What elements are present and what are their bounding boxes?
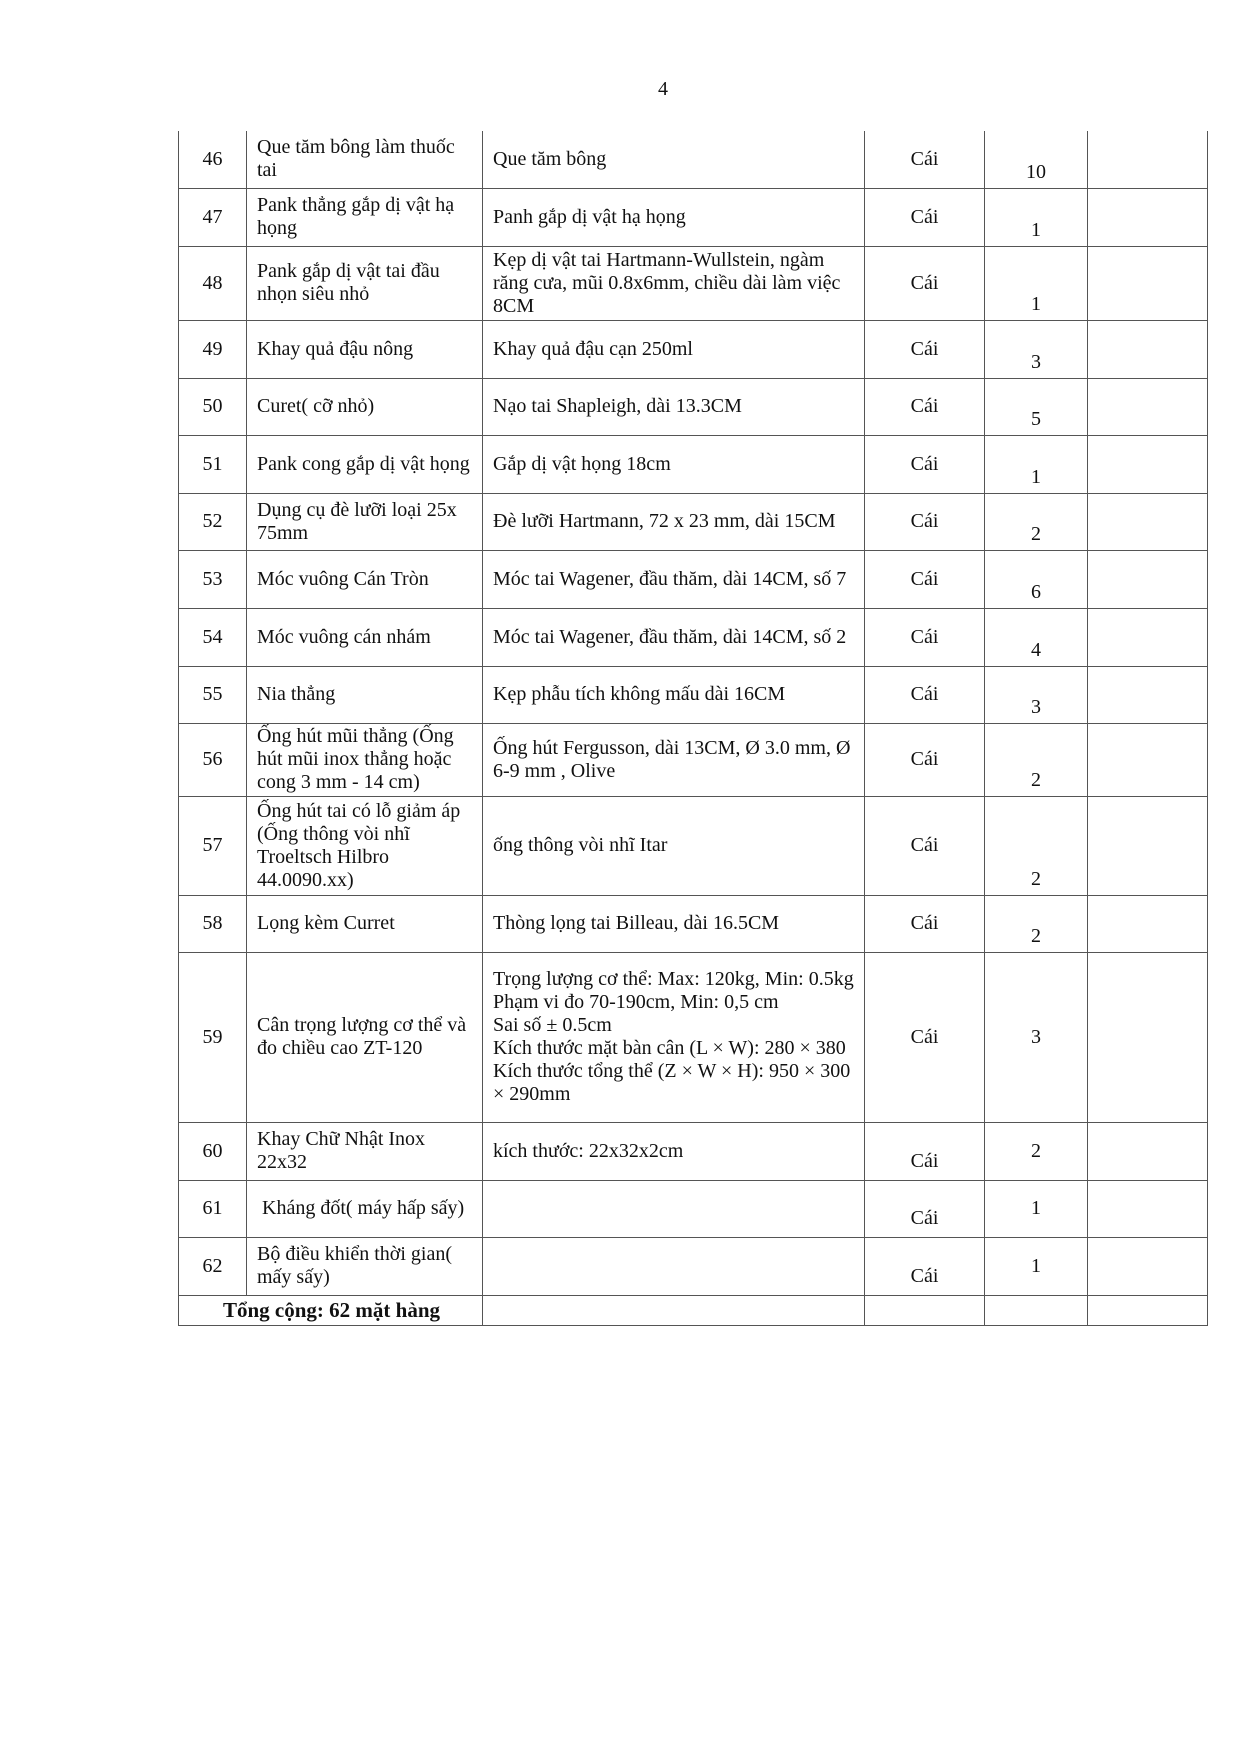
table-row bbox=[179, 320, 1208, 378]
item-number: 58 bbox=[179, 895, 247, 952]
table-row bbox=[179, 796, 1208, 895]
item-name: Móc vuông Cán Tròn bbox=[247, 550, 483, 608]
item-unit: Cái bbox=[865, 378, 985, 435]
item-unit: Cái bbox=[865, 1180, 985, 1237]
item-number: 57 bbox=[179, 796, 247, 895]
table-row bbox=[179, 188, 1208, 246]
item-unit: Cái bbox=[865, 131, 985, 188]
item-note bbox=[1088, 550, 1208, 608]
table-row bbox=[179, 608, 1208, 666]
item-number: 53 bbox=[179, 550, 247, 608]
item-name: Khay quả đậu nông bbox=[247, 320, 483, 378]
item-spec bbox=[483, 1237, 865, 1295]
item-number: 61 bbox=[179, 1180, 247, 1237]
item-unit: Cái bbox=[865, 550, 985, 608]
item-quantity: 3 bbox=[985, 666, 1088, 723]
item-unit: Cái bbox=[865, 1237, 985, 1295]
item-number: 62 bbox=[179, 1237, 247, 1295]
item-number: 50 bbox=[179, 378, 247, 435]
item-name: Kháng đốt( máy hấp sấy) bbox=[247, 1180, 483, 1237]
item-quantity: 1 bbox=[985, 435, 1088, 493]
item-note bbox=[1088, 320, 1208, 378]
item-spec: Trọng lượng cơ thể: Max: 120kg, Min: 0.5kg Phạm vi đo 70-190cm, Min: 0,5 cm Sai số ± 0.5cm Kích thước mặt bàn cân (L × W): 280 × 380 Kích thước tổng thể (Z × W × H): 950 × 300 × 290mm bbox=[483, 952, 865, 1122]
total-empty-cell bbox=[985, 1295, 1088, 1325]
item-name: Pank cong gắp dị vật họng bbox=[247, 435, 483, 493]
item-quantity: 2 bbox=[985, 1122, 1088, 1180]
item-note bbox=[1088, 952, 1208, 1122]
item-number: 51 bbox=[179, 435, 247, 493]
item-unit: Cái bbox=[865, 493, 985, 550]
item-quantity: 2 bbox=[985, 796, 1088, 895]
item-unit: Cái bbox=[865, 796, 985, 895]
total-empty-cell bbox=[1088, 1295, 1208, 1325]
item-unit: Cái bbox=[865, 1122, 985, 1180]
item-spec: Panh gắp dị vật hạ họng bbox=[483, 188, 865, 246]
item-note bbox=[1088, 608, 1208, 666]
item-note bbox=[1088, 246, 1208, 320]
item-name: Bộ điều khiển thời gian( mấy sấy) bbox=[247, 1237, 483, 1295]
table-row bbox=[179, 493, 1208, 550]
item-unit: Cái bbox=[865, 608, 985, 666]
item-quantity: 4 bbox=[985, 608, 1088, 666]
item-unit: Cái bbox=[865, 952, 985, 1122]
table-row bbox=[179, 1122, 1208, 1180]
item-spec: Que tăm bông bbox=[483, 131, 865, 188]
item-note bbox=[1088, 1180, 1208, 1237]
item-quantity: 6 bbox=[985, 550, 1088, 608]
item-quantity: 1 bbox=[985, 188, 1088, 246]
table-row bbox=[179, 723, 1208, 796]
item-unit: Cái bbox=[865, 246, 985, 320]
item-note bbox=[1088, 796, 1208, 895]
item-name: Dụng cụ đè lưỡi loại 25x 75mm bbox=[247, 493, 483, 550]
item-spec: Kẹp dị vật tai Hartmann-Wullstein, ngàm răng cưa, mũi 0.8x6mm, chiều dài làm việc 8CM bbox=[483, 246, 865, 320]
item-note bbox=[1088, 723, 1208, 796]
total-empty-cell bbox=[483, 1295, 865, 1325]
item-unit: Cái bbox=[865, 895, 985, 952]
table-row bbox=[179, 666, 1208, 723]
table-row bbox=[179, 378, 1208, 435]
item-name: Ống hút tai có lỗ giảm áp (Ống thông vòi nhĩ Troeltsch Hilbro 44.0090.xx) bbox=[247, 796, 483, 895]
total-empty-cell bbox=[865, 1295, 985, 1325]
item-number: 46 bbox=[179, 131, 247, 188]
item-name: Que tăm bông làm thuốc tai bbox=[247, 131, 483, 188]
item-name: Ống hút mũi thẳng (Ống hút mũi inox thẳng hoặc cong 3 mm - 14 cm) bbox=[247, 723, 483, 796]
item-name: Khay Chữ Nhật Inox 22x32 bbox=[247, 1122, 483, 1180]
table-row bbox=[179, 952, 1208, 1122]
item-name: Lọng kèm Curret bbox=[247, 895, 483, 952]
item-spec bbox=[483, 1180, 865, 1237]
item-spec: Móc tai Wagener, đầu thăm, dài 14CM, số 2 bbox=[483, 608, 865, 666]
item-quantity: 1 bbox=[985, 246, 1088, 320]
item-spec: kích thước: 22x32x2cm bbox=[483, 1122, 865, 1180]
item-number: 52 bbox=[179, 493, 247, 550]
item-spec: Móc tai Wagener, đầu thăm, dài 14CM, số 7 bbox=[483, 550, 865, 608]
item-name: Curet( cỡ nhỏ) bbox=[247, 378, 483, 435]
table-row bbox=[179, 1237, 1208, 1295]
item-quantity: 3 bbox=[985, 320, 1088, 378]
item-note bbox=[1088, 1237, 1208, 1295]
item-number: 48 bbox=[179, 246, 247, 320]
item-unit: Cái bbox=[865, 666, 985, 723]
item-quantity: 10 bbox=[985, 131, 1088, 188]
item-spec: Đè lưỡi Hartmann, 72 x 23 mm, dài 15CM bbox=[483, 493, 865, 550]
table-row bbox=[179, 246, 1208, 320]
item-quantity: 3 bbox=[985, 952, 1088, 1122]
item-name: Nia thẳng bbox=[247, 666, 483, 723]
item-spec: Kẹp phẫu tích không mấu dài 16CM bbox=[483, 666, 865, 723]
item-note bbox=[1088, 378, 1208, 435]
item-number: 56 bbox=[179, 723, 247, 796]
item-note bbox=[1088, 188, 1208, 246]
item-number: 54 bbox=[179, 608, 247, 666]
total-label: Tổng cộng: 62 mặt hàng bbox=[179, 1295, 483, 1325]
item-name: Móc vuông cán nhám bbox=[247, 608, 483, 666]
item-number: 59 bbox=[179, 952, 247, 1122]
item-spec: ống thông vòi nhĩ Itar bbox=[483, 796, 865, 895]
item-unit: Cái bbox=[865, 435, 985, 493]
item-name: Pank thẳng gắp dị vật hạ họng bbox=[247, 188, 483, 246]
table-row bbox=[179, 435, 1208, 493]
item-note bbox=[1088, 131, 1208, 188]
item-spec: Nạo tai Shapleigh, dài 13.3CM bbox=[483, 378, 865, 435]
item-spec: Gắp dị vật họng 18cm bbox=[483, 435, 865, 493]
item-quantity: 2 bbox=[985, 895, 1088, 952]
total-row bbox=[179, 1295, 1208, 1325]
item-unit: Cái bbox=[865, 320, 985, 378]
item-number: 49 bbox=[179, 320, 247, 378]
table-row bbox=[179, 1180, 1208, 1237]
item-quantity: 5 bbox=[985, 378, 1088, 435]
page-number: 4 bbox=[658, 78, 668, 100]
item-quantity: 2 bbox=[985, 493, 1088, 550]
item-quantity: 2 bbox=[985, 723, 1088, 796]
equipment-table bbox=[178, 131, 1208, 1326]
item-note bbox=[1088, 493, 1208, 550]
item-name: Cân trọng lượng cơ thể và đo chiều cao ZT-120 bbox=[247, 952, 483, 1122]
item-note bbox=[1088, 895, 1208, 952]
item-quantity: 1 bbox=[985, 1180, 1088, 1237]
item-spec: Khay quả đậu cạn 250ml bbox=[483, 320, 865, 378]
item-spec: Ống hút Fergusson, dài 13CM, Ø 3.0 mm, Ø 6-9 mm , Olive bbox=[483, 723, 865, 796]
item-number: 60 bbox=[179, 1122, 247, 1180]
item-unit: Cái bbox=[865, 723, 985, 796]
item-unit: Cái bbox=[865, 188, 985, 246]
item-name: Pank gắp dị vật tai đầu nhọn siêu nhỏ bbox=[247, 246, 483, 320]
table-row bbox=[179, 550, 1208, 608]
item-note bbox=[1088, 666, 1208, 723]
item-note bbox=[1088, 435, 1208, 493]
item-number: 47 bbox=[179, 188, 247, 246]
item-quantity: 1 bbox=[985, 1237, 1088, 1295]
item-note bbox=[1088, 1122, 1208, 1180]
table-row bbox=[179, 895, 1208, 952]
table-row bbox=[179, 131, 1208, 188]
item-number: 55 bbox=[179, 666, 247, 723]
item-spec: Thòng lọng tai Billeau, dài 16.5CM bbox=[483, 895, 865, 952]
